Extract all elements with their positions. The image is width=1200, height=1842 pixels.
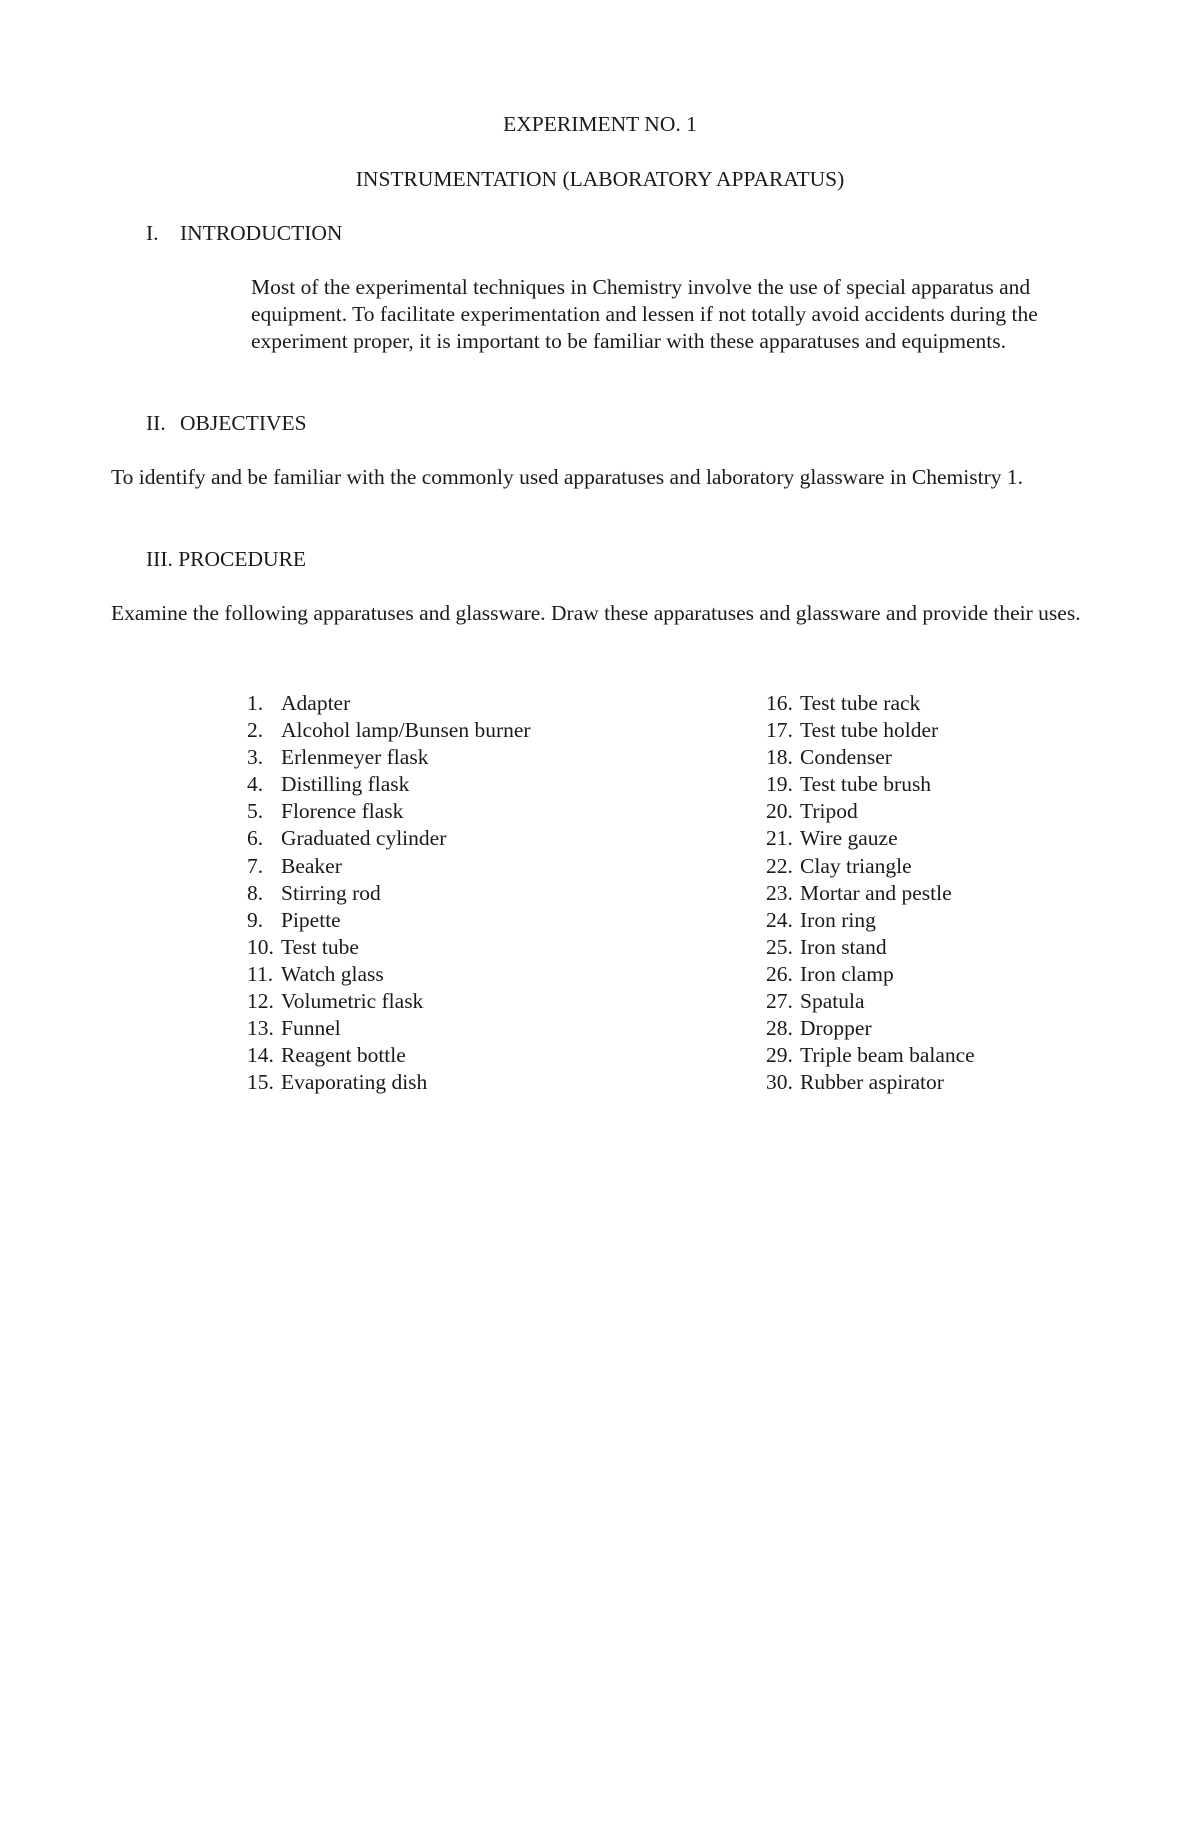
list-item	[247, 798, 531, 825]
list-item-number: 27.	[766, 989, 793, 1014]
list-item-label: Stirring rod	[281, 880, 381, 905]
list-item-label: Triple beam balance	[800, 1043, 975, 1068]
list-item	[247, 690, 531, 717]
list-item	[766, 907, 975, 934]
list-item	[766, 717, 975, 744]
list-item	[766, 1069, 975, 1096]
list-item-number: 10.	[247, 934, 274, 959]
list-item-label: Test tube rack	[800, 691, 921, 715]
apparatus-list-left	[247, 690, 531, 1096]
list-item-number: 11.	[247, 961, 274, 986]
introduction-number: I.	[146, 221, 159, 245]
list-item	[247, 934, 531, 961]
list-item	[766, 1042, 975, 1069]
list-item	[247, 825, 531, 852]
list-item-number: 20.	[766, 799, 793, 824]
list-item	[766, 1015, 975, 1042]
list-item	[766, 798, 975, 825]
list-item-number: 13.	[247, 1016, 274, 1041]
list-item	[766, 934, 975, 961]
list-item-label: Dropper	[800, 1016, 872, 1041]
list-item-number: 25.	[766, 934, 793, 959]
list-item	[247, 1069, 531, 1096]
list-item-number: 9.	[247, 907, 264, 932]
list-item-number: 1.	[247, 691, 264, 715]
list-item-label: Wire gauze	[800, 826, 898, 851]
list-item	[247, 907, 531, 934]
list-item	[766, 744, 975, 771]
objectives-number: II.	[146, 411, 166, 435]
list-item-number: 28.	[766, 1016, 793, 1041]
objectives-heading	[146, 410, 307, 437]
list-item	[766, 988, 975, 1015]
list-item	[247, 853, 531, 880]
list-item	[766, 961, 975, 988]
list-item-number: 24.	[766, 907, 793, 932]
list-item-number: 26.	[766, 961, 793, 986]
list-item-label: Iron stand	[800, 934, 887, 959]
list-item-label: Pipette	[281, 907, 341, 932]
objectives-heading-text: OBJECTIVES	[180, 411, 307, 435]
list-item-label: Florence flask	[281, 799, 404, 824]
list-item-label: Volumetric flask	[281, 989, 424, 1014]
list-item-label: Graduated cylinder	[281, 826, 447, 851]
list-item	[247, 717, 531, 744]
list-item-number: 29.	[766, 1043, 793, 1068]
list-item-label: Rubber aspirator	[800, 1070, 944, 1095]
list-item-label: Beaker	[281, 853, 342, 878]
list-item	[247, 1015, 531, 1042]
procedure-paragraph: Examine the following apparatuses and glassware. Draw these apparatuses and glassware and provide their uses.	[111, 601, 1081, 625]
list-item	[247, 744, 531, 771]
list-item-number: 23.	[766, 880, 793, 905]
list-item-label: Distilling flask	[281, 772, 410, 797]
list-item-label: Condenser	[800, 745, 892, 770]
list-item-label: Evaporating dish	[281, 1070, 428, 1095]
list-item	[247, 988, 531, 1015]
list-item-number: 18.	[766, 745, 793, 770]
experiment-subtitle: INSTRUMENTATION (LABORATORY APPARATUS)	[355, 167, 845, 191]
list-item-label: Funnel	[281, 1016, 341, 1041]
list-item	[766, 880, 975, 907]
list-item-number: 4.	[247, 772, 264, 797]
list-item-number: 22.	[766, 853, 793, 878]
list-item-label: Tripod	[800, 799, 858, 824]
list-item-number: 12.	[247, 989, 274, 1014]
list-item-label: Spatula	[800, 989, 865, 1014]
list-item-label: Erlenmeyer flask	[281, 745, 429, 770]
introduction-paragraph: Most of the experimental techniques in Chemistry involve the use of special apparatus and equipment. To facilitate experimentation and lessen if not totally avoid accidents during the experiment proper, it is important to be familiar with these apparatuses and equipments.	[251, 275, 1038, 353]
list-item	[766, 853, 975, 880]
introduction-heading	[146, 220, 342, 247]
list-item-label: Reagent bottle	[281, 1043, 406, 1068]
list-item-number: 19.	[766, 772, 793, 797]
list-item-number: 8.	[247, 880, 264, 905]
procedure-heading: III. PROCEDURE	[146, 547, 307, 571]
objectives-paragraph: To identify and be familiar with the commonly used apparatuses and laboratory glassware in Chemistry 1.	[111, 465, 1024, 489]
list-item	[766, 771, 975, 798]
list-item-number: 30.	[766, 1070, 793, 1095]
list-item-label: Test tube holder	[800, 718, 939, 743]
list-item	[766, 690, 975, 717]
list-item-label: Mortar and pestle	[800, 880, 952, 905]
list-item-number: 5.	[247, 799, 264, 824]
list-item-number: 6.	[247, 826, 264, 851]
list-item-number: 17.	[766, 718, 793, 743]
list-item	[247, 880, 531, 907]
list-item-number: 14.	[247, 1043, 274, 1068]
list-item-label: Test tube	[281, 934, 359, 959]
list-item-label: Iron ring	[800, 907, 876, 932]
list-item-number: 21.	[766, 826, 793, 851]
list-item	[247, 771, 531, 798]
list-item-number: 3.	[247, 745, 264, 770]
list-item-label: Test tube brush	[800, 772, 932, 797]
list-item-label: Iron clamp	[800, 961, 894, 986]
experiment-title: EXPERIMENT NO. 1	[503, 112, 697, 136]
list-item-label: Alcohol lamp/Bunsen burner	[281, 718, 531, 743]
list-item-number: 2.	[247, 718, 264, 743]
list-item-number: 7.	[247, 853, 264, 878]
list-item-number: 16.	[766, 691, 793, 715]
list-item-label: Adapter	[281, 691, 351, 715]
list-item	[247, 1042, 531, 1069]
introduction-heading-text: INTRODUCTION	[180, 221, 343, 245]
list-item	[766, 825, 975, 852]
apparatus-list-right	[766, 690, 975, 1096]
list-item	[247, 961, 531, 988]
list-item-label: Clay triangle	[800, 853, 912, 878]
list-item-label: Watch glass	[281, 961, 384, 986]
list-item-number: 15.	[247, 1070, 274, 1095]
